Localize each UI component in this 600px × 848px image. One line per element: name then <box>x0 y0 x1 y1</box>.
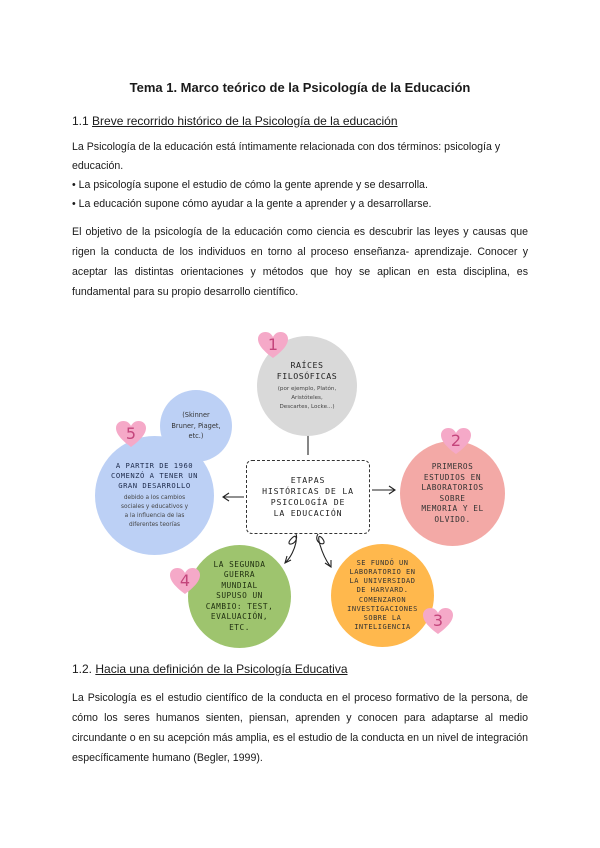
section-1-heading-text: Breve recorrido histórico de la Psicología de la educación <box>92 114 398 128</box>
stage-2-text <box>421 462 483 525</box>
stage-5-bubble-line: etc.) <box>188 432 204 441</box>
stage-5-line: GRAN DESARROLLO <box>118 481 191 490</box>
stage-1-number: 1 <box>267 335 279 354</box>
stage-3-line: DE HARVARD. <box>356 586 409 595</box>
document-title: Tema 1. Marco teórico de la Psicología de la Educación <box>129 80 471 95</box>
stage-1-title <box>277 360 337 382</box>
stage-4-line: SUPUSO UN <box>216 591 263 601</box>
stage-3-line: LA UNIVERSIDAD <box>349 577 416 586</box>
section-1-number: 1.1 <box>72 114 89 128</box>
stage-2-line: SOBRE <box>439 493 466 503</box>
stage-3-heart-icon <box>423 608 453 635</box>
stage-2-circle <box>400 441 505 546</box>
stage-5-line: COMENZÓ A TENER UN <box>111 471 198 480</box>
stage-1-heart-icon <box>258 332 288 359</box>
section-1-heading <box>72 114 398 128</box>
stage-5-title <box>111 461 198 491</box>
stage-5-line: A PARTIR DE 1960 <box>115 461 194 470</box>
stage-2-line: LABORATORIOS <box>421 483 484 492</box>
stage-3-number: 3 <box>432 611 444 630</box>
stage-2-line: PRIMEROS <box>431 462 474 471</box>
stage-4-heart-icon <box>170 568 200 595</box>
stage-4-circle <box>188 545 291 648</box>
stage-1-detail-line: Aristóteles, <box>291 395 323 401</box>
stage-2-heart-icon <box>441 428 471 455</box>
stage-3-line: SOBRE LA <box>363 613 402 622</box>
center-line: PSICOLOGÍA DE <box>270 497 346 507</box>
stage-5-bubble-line: Bruner, Piaget, <box>171 421 221 430</box>
arrow-down-left <box>286 534 297 562</box>
section-1-intro-line2: educación. <box>72 160 124 172</box>
stage-4-line: GUERRA <box>223 570 256 580</box>
stage-1-title-line: FILOSÓFICAS <box>276 371 338 381</box>
center-line: HISTÓRICAS DE LA <box>262 486 354 496</box>
stage-3-line: COMENZARON <box>358 595 407 604</box>
stage-4-number: 4 <box>179 571 191 590</box>
diagram-center-box <box>246 460 370 534</box>
stage-5-detail-line: sociales y educativos y <box>120 504 189 510</box>
stage-1-detail-line: (por ejemplo, Platón, <box>277 386 337 392</box>
section-1-intro-line1: La Psicología de la educación está íntimamente relacionada con dos términos: psicología y <box>72 141 501 153</box>
stage-3-text <box>347 559 418 633</box>
center-line: LA EDUCACIÓN <box>273 508 343 518</box>
section-2-paragraph: La Psicología es el estudio científico de la conducta en el proceso formativo de la persona, de cómo los seres humanos sienten, piensan, aprenden y conocen para adaptarse al medio circundante o en su acepción más amplia, es el estudio de la conducta en un nivel de integración específicamente humano (Begler, 1999). <box>72 692 528 764</box>
stage-4-line: LA SEGUNDA <box>213 559 266 569</box>
stage-2-number: 2 <box>450 431 462 450</box>
stage-3-line: SE FUNDÓ UN <box>356 558 409 567</box>
stage-5-bubble-line: (Skinner <box>182 411 210 420</box>
section-1-paragraph: El objetivo de la psicología de la educación como ciencia es descubrir las leyes y causas que rigen la conducta de los individuos en torno al proceso enseñanza- aprendizaje. Conocer y aceptar las distintas orientaciones y métodos que hoy se aplican en esta disciplina, es fundamental para su propio desarrollo científico. <box>72 226 528 298</box>
stage-2-line: MEMORIA Y EL <box>421 504 484 513</box>
stage-1-detail-line: Descartes, Locke...) <box>279 404 335 410</box>
stage-4-line: EVALUACIÓN, <box>210 612 269 622</box>
stage-5-circle <box>95 436 214 555</box>
stage-4-line: MUNDIAL <box>221 580 258 590</box>
stage-5-detail-line: debido a los cambios <box>123 495 186 501</box>
stage-3-line: INVESTIGACIONES <box>347 604 418 613</box>
stage-4-line: CAMBIO: TEST, <box>205 601 274 611</box>
stage-5-detail-line: diferentes teorías <box>128 522 181 528</box>
stage-4-text <box>206 560 274 634</box>
stage-1-title-line: RAÍCES <box>290 360 324 370</box>
section-2-heading-text: Hacia una definición de la Psicología Educativa <box>95 662 348 676</box>
stage-1-detail <box>278 385 337 412</box>
stage-2-line: ESTUDIOS EN <box>423 472 482 482</box>
bullet-psicologia: • La psicología supone el estudio de cómo la gente aprende y se desarrolla. <box>72 179 428 191</box>
stage-3-circle <box>331 544 434 647</box>
stage-3-line: LABORATORIO EN <box>349 567 416 576</box>
stage-5-heart-icon <box>116 421 146 448</box>
stage-2-line: OLVIDO. <box>434 514 471 524</box>
stage-5-detail <box>121 494 188 530</box>
center-line: ETAPAS <box>290 475 326 485</box>
arrow-down-right <box>317 534 330 566</box>
stage-5-bubble-text <box>171 410 220 442</box>
stage-5-number: 5 <box>125 424 137 443</box>
stage-5-detail-line: a la influencia de las <box>124 513 185 519</box>
section-2-heading <box>72 662 348 676</box>
stage-3-line: INTELIGENCIA <box>354 623 411 632</box>
bullet-educacion: • La educación supone cómo ayudar a la gente a aprender y a desarrollarse. <box>72 198 432 210</box>
stage-4-line: ETC. <box>229 622 250 632</box>
section-2-number: 1.2. <box>72 662 93 676</box>
